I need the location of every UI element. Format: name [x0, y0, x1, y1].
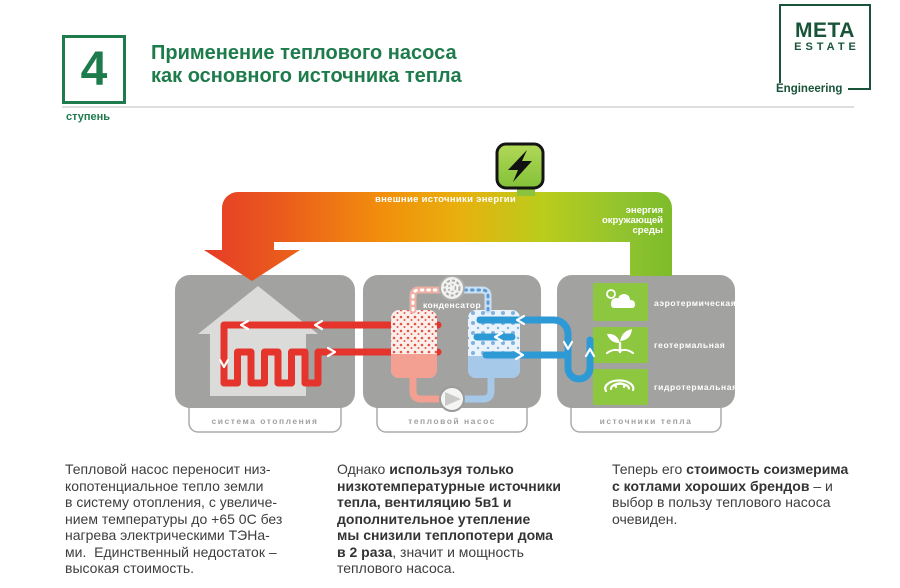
plate-label-heat-pump: тепловой насос: [408, 416, 496, 426]
paragraph-line: теплового насоса.: [337, 560, 456, 576]
paragraph-line: нием температуры до +65 0С без: [65, 510, 283, 527]
plate-label-heating-system: система отопления: [211, 416, 319, 426]
paragraph-cost-comparison: [612, 461, 892, 527]
source-label-hydrothermal: гидротермальная: [654, 382, 738, 392]
ambient-energy-label-1: энергия: [625, 205, 663, 216]
energy-flow-arrow: [204, 192, 672, 281]
logo-engineering: Engineering: [774, 83, 848, 95]
paragraph-line: в систему отопления, с увеличе-: [65, 494, 278, 510]
lightning-icon: [497, 144, 543, 196]
paragraph-line: Теперь его стоимость соизмерима: [612, 461, 849, 477]
paragraph-line: нагрева электрическими ТЭНа-: [65, 527, 270, 543]
paragraph-line: в 2 раза, значит и мощность: [337, 543, 524, 560]
paragraph-line: копотенциальное тепло земли: [65, 477, 264, 494]
ambient-energy-label-2: окружающей: [601, 215, 663, 226]
step-number: 4: [80, 42, 108, 96]
pump-icon: [440, 387, 464, 411]
compressor-icon: [440, 276, 464, 300]
compressor-label: конденсатор: [422, 300, 482, 310]
heat-pump-diagram: [0, 130, 900, 442]
condenser-vessel: [391, 310, 437, 378]
paragraph-line: мы снизили теплопотери дома: [337, 527, 553, 543]
paragraph-line: ми. Единственный недостаток –: [65, 543, 277, 560]
paragraph-heat-loss-reduction: [337, 461, 607, 577]
source-label-aerothermal: аэротермическая: [654, 298, 737, 308]
plate-label-heat-sources: источники тепла: [599, 416, 693, 426]
paragraph-line: выбор в пользу теплового насоса: [612, 494, 831, 510]
paragraph-line: с котлами хороших брендов – и: [612, 477, 833, 494]
ambient-energy-label-3: среды: [632, 225, 663, 236]
paragraph-line: высокая стоимость.: [65, 560, 195, 576]
logo-meta: META: [795, 19, 855, 42]
paragraph-line: дополнительное утепление: [337, 510, 531, 527]
step-caption: ступень: [66, 111, 111, 123]
step-number-box: [62, 35, 126, 104]
header-divider: [62, 106, 854, 108]
page-title-line2: как основного источника тепла: [151, 65, 462, 87]
paragraph-line: Однако используя только: [337, 461, 514, 477]
paragraph-line: Тепловой насос переносит низ-: [65, 461, 271, 477]
paragraph-line: тепла, вентиляцию 5в1 и: [337, 494, 512, 510]
page-title-line1: Применение теплового насоса: [151, 42, 457, 64]
paragraph-line: низкотемпературные источники: [337, 477, 561, 494]
logo-estate: ESTATE: [794, 41, 860, 53]
paragraph-heat-pump-description: [65, 461, 340, 577]
page-title: [151, 42, 462, 88]
paragraph-line: очевиден.: [612, 510, 678, 527]
external-energy-label: внешние источники энергии: [374, 194, 516, 205]
company-logo: [776, 4, 871, 95]
source-label-geothermal: геотермальная: [654, 340, 726, 350]
